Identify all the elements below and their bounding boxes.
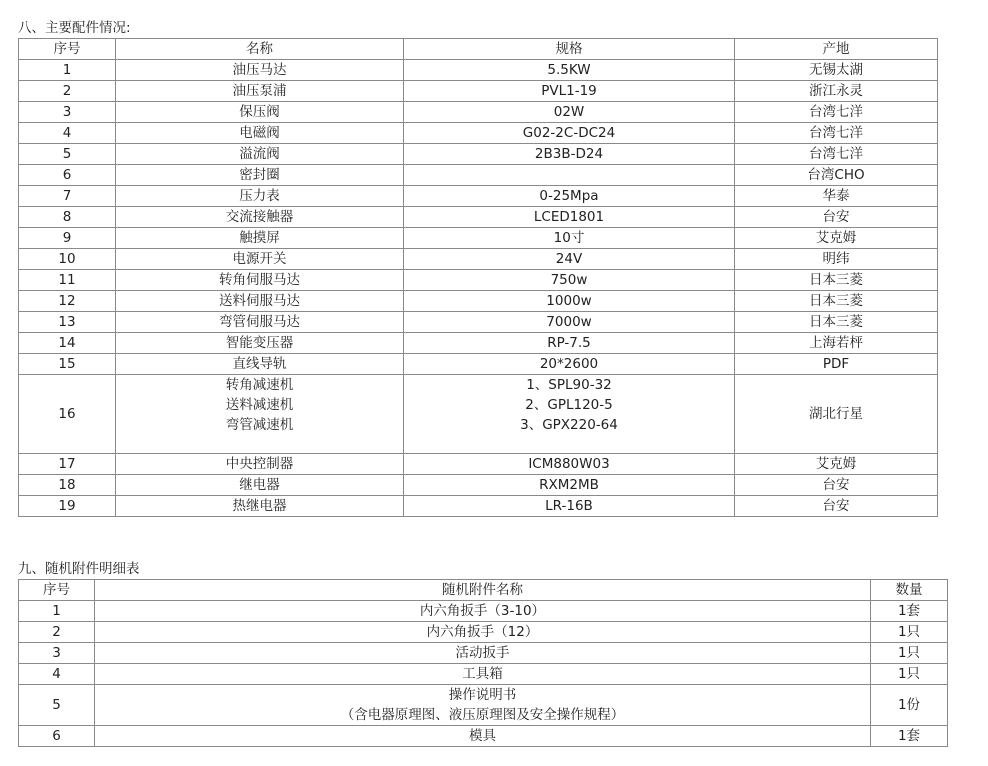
table-row <box>19 726 948 747</box>
cell-no: 18 <box>19 475 116 496</box>
cell-origin: 台安 <box>735 207 938 228</box>
cell-name: 转角伺服马达 <box>116 270 404 291</box>
table-row <box>19 144 938 165</box>
cell-spec: 24V <box>404 249 735 270</box>
cell-name: 智能变压器 <box>116 333 404 354</box>
cell-no: 15 <box>19 354 116 375</box>
cell-spec: G02-2C-DC24 <box>404 123 735 144</box>
table-row <box>19 291 938 312</box>
cell-origin: 台湾七洋 <box>735 123 938 144</box>
cell-qty: 1套 <box>871 601 948 622</box>
cell-no: 7 <box>19 186 116 207</box>
table-row <box>19 228 938 249</box>
cell-no: 5 <box>19 685 95 726</box>
cell-no: 2 <box>19 622 95 643</box>
table-row <box>19 354 938 375</box>
cell-no: 1 <box>19 60 116 81</box>
table-row <box>19 270 938 291</box>
cell-no: 3 <box>19 643 95 664</box>
cell-name: 直线导轨 <box>116 354 404 375</box>
cell-spec: 02W <box>404 102 735 123</box>
cell-accessory-name-multi <box>95 685 871 726</box>
cell-spec: 750w <box>404 270 735 291</box>
cell-qty: 1份 <box>871 685 948 726</box>
cell-name: 送料伺服马达 <box>116 291 404 312</box>
cell-spec: 1000w <box>404 291 735 312</box>
cell-no: 8 <box>19 207 116 228</box>
cell-origin: 日本三菱 <box>735 291 938 312</box>
header-accessory-name: 随机附件名称 <box>95 580 871 601</box>
cell-name: 油压泵浦 <box>116 81 404 102</box>
cell-name: 压力表 <box>116 186 404 207</box>
cell-spec: LR-16B <box>404 496 735 517</box>
cell-accessory-name: 活动扳手 <box>95 643 871 664</box>
table-row <box>19 601 948 622</box>
cell-no: 13 <box>19 312 116 333</box>
cell-spec: 20*2600 <box>404 354 735 375</box>
cell-spec: PVL1-19 <box>404 81 735 102</box>
reducer-spec: 1、SPL90-32 <box>526 377 612 393</box>
cell-no: 5 <box>19 144 116 165</box>
table-row <box>19 123 938 144</box>
cell-origin: 日本三菱 <box>735 270 938 291</box>
cell-spec: LCED1801 <box>404 207 735 228</box>
table-row <box>19 622 948 643</box>
cell-name-multi <box>116 375 404 454</box>
cell-accessory-name: 内六角扳手（12） <box>95 622 871 643</box>
cell-name: 电源开关 <box>116 249 404 270</box>
header-no: 序号 <box>19 580 95 601</box>
table-header-row <box>19 39 938 60</box>
cell-name: 保压阀 <box>116 102 404 123</box>
table-row <box>19 186 938 207</box>
cell-no: 12 <box>19 291 116 312</box>
table-row <box>19 102 938 123</box>
cell-origin: 上海若枰 <box>735 333 938 354</box>
cell-qty: 1只 <box>871 643 948 664</box>
header-origin: 产地 <box>735 39 938 60</box>
main-parts-table <box>18 38 938 517</box>
cell-spec: 0-25Mpa <box>404 186 735 207</box>
reducer-spec: 3、GPX220-64 <box>520 417 618 433</box>
cell-origin: 台湾CHO <box>735 165 938 186</box>
cell-origin: 艾克姆 <box>735 228 938 249</box>
cell-spec: RP-7.5 <box>404 333 735 354</box>
cell-origin: 明纬 <box>735 249 938 270</box>
cell-name: 弯管伺服马达 <box>116 312 404 333</box>
table-row <box>19 207 938 228</box>
cell-no: 17 <box>19 454 116 475</box>
accessories-table <box>18 579 948 747</box>
cell-no: 16 <box>19 375 116 454</box>
cell-name: 密封圈 <box>116 165 404 186</box>
cell-origin: 浙江永灵 <box>735 81 938 102</box>
cell-no: 19 <box>19 496 116 517</box>
table-row <box>19 643 948 664</box>
table-header-row <box>19 580 948 601</box>
reducer-spec: 2、GPL120-5 <box>525 397 613 413</box>
cell-origin: 湖北行星 <box>735 375 938 454</box>
table-row <box>19 60 938 81</box>
cell-name: 溢流阀 <box>116 144 404 165</box>
header-no: 序号 <box>19 39 116 60</box>
table-row <box>19 165 938 186</box>
manual-contents: （含电器原理图、液压原理图及安全操作规程） <box>340 707 625 723</box>
reducer-name: 送料减速机 <box>225 397 294 413</box>
table-row-reducers <box>19 375 938 454</box>
table-row-manual <box>19 685 948 726</box>
section-title-main-parts: 八、主要配件情况: <box>18 20 131 36</box>
cell-spec: 2B3B-D24 <box>404 144 735 165</box>
section-title-accessories: 九、随机附件明细表 <box>18 561 140 577</box>
table-row <box>19 454 938 475</box>
cell-origin: 华泰 <box>735 186 938 207</box>
cell-origin: 台湾七洋 <box>735 144 938 165</box>
cell-no: 6 <box>19 165 116 186</box>
cell-origin: 日本三菱 <box>735 312 938 333</box>
table-row <box>19 333 938 354</box>
cell-spec: ICM880W03 <box>404 454 735 475</box>
cell-origin: 台安 <box>735 496 938 517</box>
cell-spec: 7000w <box>404 312 735 333</box>
cell-no: 4 <box>19 123 116 144</box>
cell-name: 热继电器 <box>116 496 404 517</box>
cell-no: 6 <box>19 726 95 747</box>
header-name: 名称 <box>116 39 404 60</box>
cell-origin: 台湾七洋 <box>735 102 938 123</box>
cell-no: 4 <box>19 664 95 685</box>
cell-spec <box>404 165 735 186</box>
cell-no: 9 <box>19 228 116 249</box>
cell-no: 10 <box>19 249 116 270</box>
table-row <box>19 475 938 496</box>
table-row <box>19 312 938 333</box>
cell-name: 触摸屏 <box>116 228 404 249</box>
cell-accessory-name: 模具 <box>95 726 871 747</box>
table-row <box>19 496 938 517</box>
cell-name: 油压马达 <box>116 60 404 81</box>
cell-spec-multi <box>404 375 735 454</box>
cell-qty: 1只 <box>871 664 948 685</box>
cell-origin: 无锡太湖 <box>735 60 938 81</box>
table-row <box>19 81 938 102</box>
table-row <box>19 664 948 685</box>
cell-no: 11 <box>19 270 116 291</box>
cell-no: 1 <box>19 601 95 622</box>
cell-spec: 10寸 <box>404 228 735 249</box>
cell-name: 继电器 <box>116 475 404 496</box>
reducer-name: 转角减速机 <box>225 377 294 393</box>
cell-name: 电磁阀 <box>116 123 404 144</box>
manual-title: 操作说明书 <box>448 687 517 703</box>
table-row <box>19 249 938 270</box>
cell-no: 14 <box>19 333 116 354</box>
cell-origin: 台安 <box>735 475 938 496</box>
reducer-name: 弯管减速机 <box>225 417 294 433</box>
cell-name: 交流接触器 <box>116 207 404 228</box>
cell-name: 中央控制器 <box>116 454 404 475</box>
cell-origin: 艾克姆 <box>735 454 938 475</box>
header-qty: 数量 <box>871 580 948 601</box>
cell-no: 3 <box>19 102 116 123</box>
cell-accessory-name: 内六角扳手（3-10） <box>95 601 871 622</box>
cell-spec: 5.5KW <box>404 60 735 81</box>
cell-spec: RXM2MB <box>404 475 735 496</box>
cell-qty: 1套 <box>871 726 948 747</box>
header-spec: 规格 <box>404 39 735 60</box>
cell-qty: 1只 <box>871 622 948 643</box>
cell-no: 2 <box>19 81 116 102</box>
cell-accessory-name: 工具箱 <box>95 664 871 685</box>
cell-origin: PDF <box>735 354 938 375</box>
